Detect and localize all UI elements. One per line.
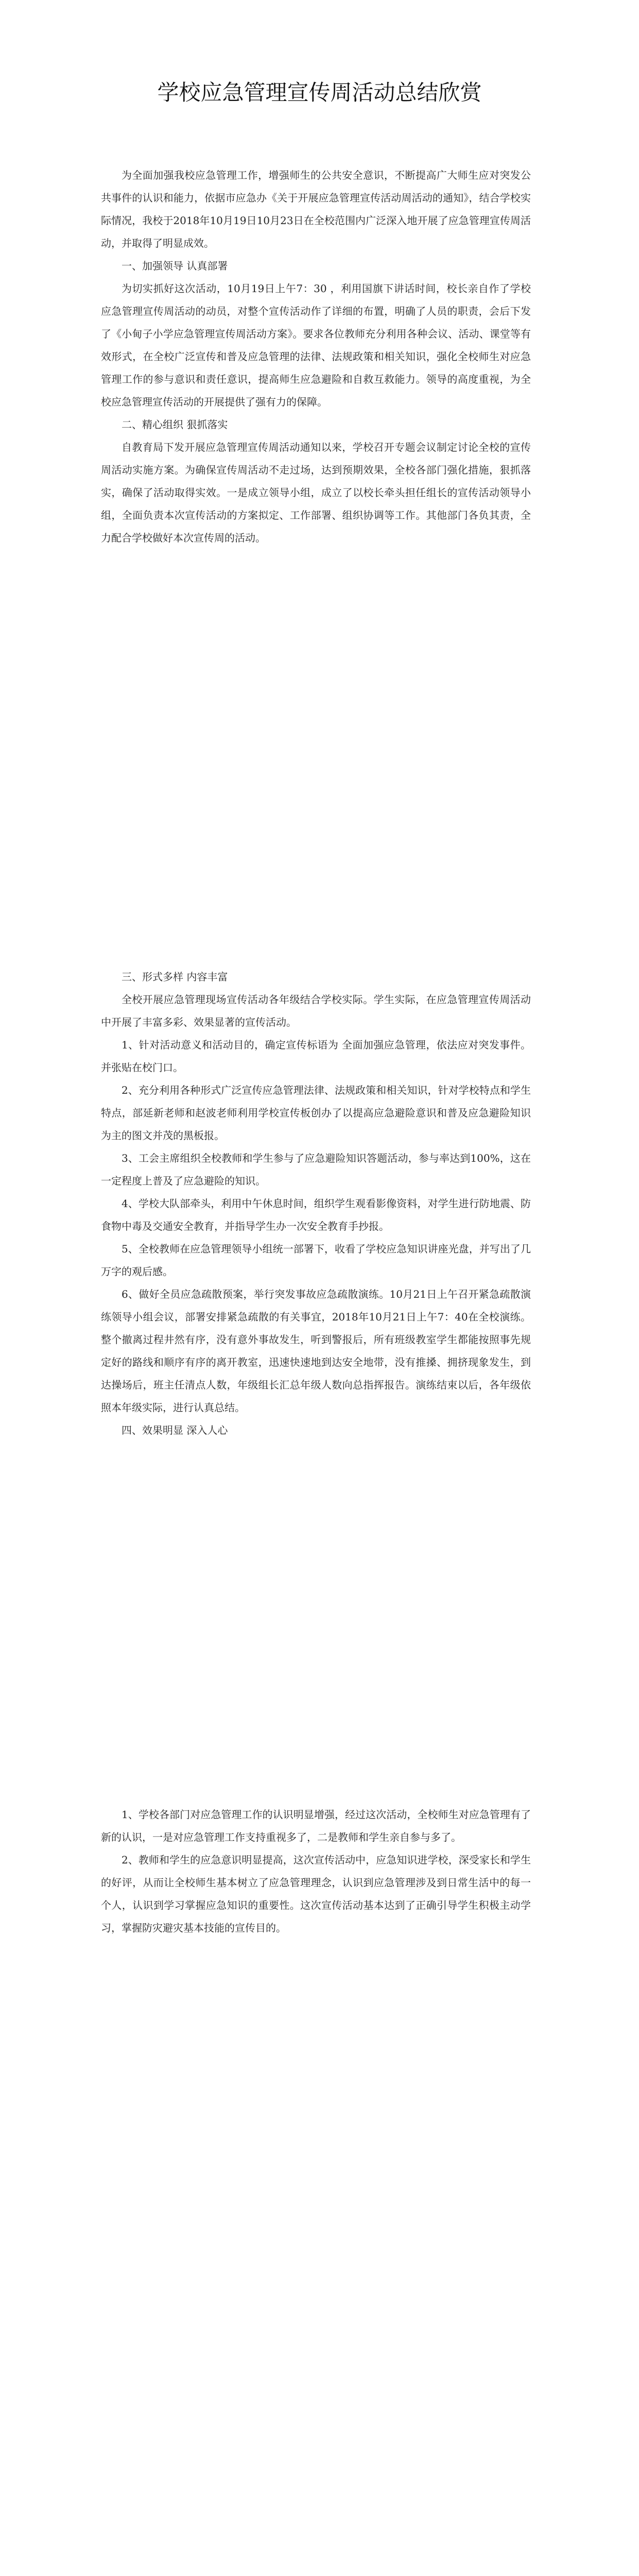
document-title: 学校应急管理宣传周活动总结欣赏	[157, 80, 482, 105]
paragraph-2: 自教育局下发开展应急管理宣传周活动通知以来，学校召开专题会议制定讨论全校的宣传周活动实施方案。为确保宣传周活动不走过场，达到预期效果，全校各部门强化措施，狠抓落实，确保了活动取得实效。一是成立领导小组，成立了以校长牵头担任组长的宣传活动领导小组，全面负责本次宣传活动的方案拟定、工作部署、组织协调等工作。其他部门各负其责，全力配合学校做好本次宣传周的活动。	[101, 441, 531, 544]
paragraph-3: 全校开展应急管理现场宣传活动各年级结合学校实际。学生实际，在应急管理宣传周活动中开展了丰富多彩、效果显著的宣传活动。	[101, 993, 531, 1028]
list-item-5: 5、全校教师在应急管理领导小组统一部署下，收看了学校应急知识讲座光盘，并写出了几万字的观后感。	[101, 1243, 531, 1278]
heading-2: 二、精心组织 狠抓落实	[122, 418, 228, 431]
paragraph-1: 为切实抓好这次活动，10月19日上午7：30 ，利用国旗下讲话时间，校长亲自作了学校应急管理宣传周活动的动员，对整个宣传活动作了详细的布置，明确了人员的职责，会后下发了《小甸子小学应急管理宣传周活动方案》。要求各位教师充分利用各种会议、活动、课堂等有效形式，在全校广泛宣传和普及应急管理的法律、法规政策和相关知识，强化全校师生对应急管理工作的参与意识和责任意识，提高师生应急避险和自救互救能力。领导的高度重视，为全校应急管理宣传活动的开展提供了强有力的保障。	[101, 282, 531, 408]
result-item-1: 1、学校各部门对应急管理工作的认识明显增强，经过这次活动，全校师生对应急管理有了新的认识，一是对应急管理工作支持重视多了，二是教师和学生亲自参与多了。	[101, 1808, 531, 1843]
section-block-3	[101, 1803, 531, 1939]
list-item-1: 1、针对活动意义和活动目的，确定宣传标语为 全面加强应急管理，依法应对突发事件。并张贴在校门口。	[101, 1039, 531, 1074]
section-block-2	[101, 965, 531, 1442]
result-item-2: 2、教师和学生的应急意识明显提高，这次宣传活动中，应急知识进学校，深受家长和学生的好评，从而让全校师生基本树立了应急管理理念，认识到应急管理涉及到日常生活中的每一个人，认识到学习掌握应急知识的重要性。这次宣传活动基本达到了正确引导学生积极主动学习，掌握防灾避灾基本技能的宣传目的。	[101, 1854, 531, 1934]
heading-4: 四、效果明显 深入人心	[122, 1424, 228, 1436]
intro-paragraph: 为全面加强我校应急管理工作，增强师生的公共安全意识，不断提高广大师生应对突发公共事件的认识和能力，依据市应急办《关于开展应急管理宣传活动周活动的通知》，结合学校实际情况，我校于2018年10月19日10月23日在全校范围内广泛深入地开展了应急管理宣传周活动，并取得了明显成效。	[101, 169, 531, 249]
list-item-3: 3、工会主席组织全校教师和学生参与了应急避险知识答题活动，参与率达到100%，这在一定程度上普及了应急避险的知识。	[101, 1152, 531, 1187]
list-item-4: 4、学校大队部牵头，利用中午休息时间，组织学生观看影像资料，对学生进行防地震、防食物中毒及交通安全教育，并指导学生办一次安全教育手抄报。	[101, 1197, 531, 1232]
list-item-2: 2、充分利用各种形式广泛宣传应急管理法律、法规政策和相关知识，针对学校特点和学生特点，部延新老师和赵波老师利用学校宣传板创办了以提高应急避险意识和普及应急避险知识为主的图文并茂的黑板报。	[101, 1084, 531, 1142]
heading-3: 三、形式多样 内容丰富	[122, 971, 228, 983]
section-block-1	[101, 164, 531, 549]
heading-1: 一、加强领导 认真部署	[122, 260, 228, 272]
list-item-6: 6、做好全员应急疏散预案，举行突发事故应急疏散演练。10月21日上午召开紧急疏散演练领导小组会议，部署安排紧急疏散的有关事宜，2018年10月21日上午7：40在全校演练。整个撤离过程井然有序，没有意外事故发生，听到警报后，所有班级教室学生都能按照事先规定好的路线和顺序有序的离开教室，迅速快速地到达安全地带，没有推搡、拥挤现象发生，到达操场后，班主任清点人数，年级组长汇总年级人数向总指挥报告。演练结束以后，各年级依照本年级实际，进行认真总结。	[101, 1288, 531, 1414]
